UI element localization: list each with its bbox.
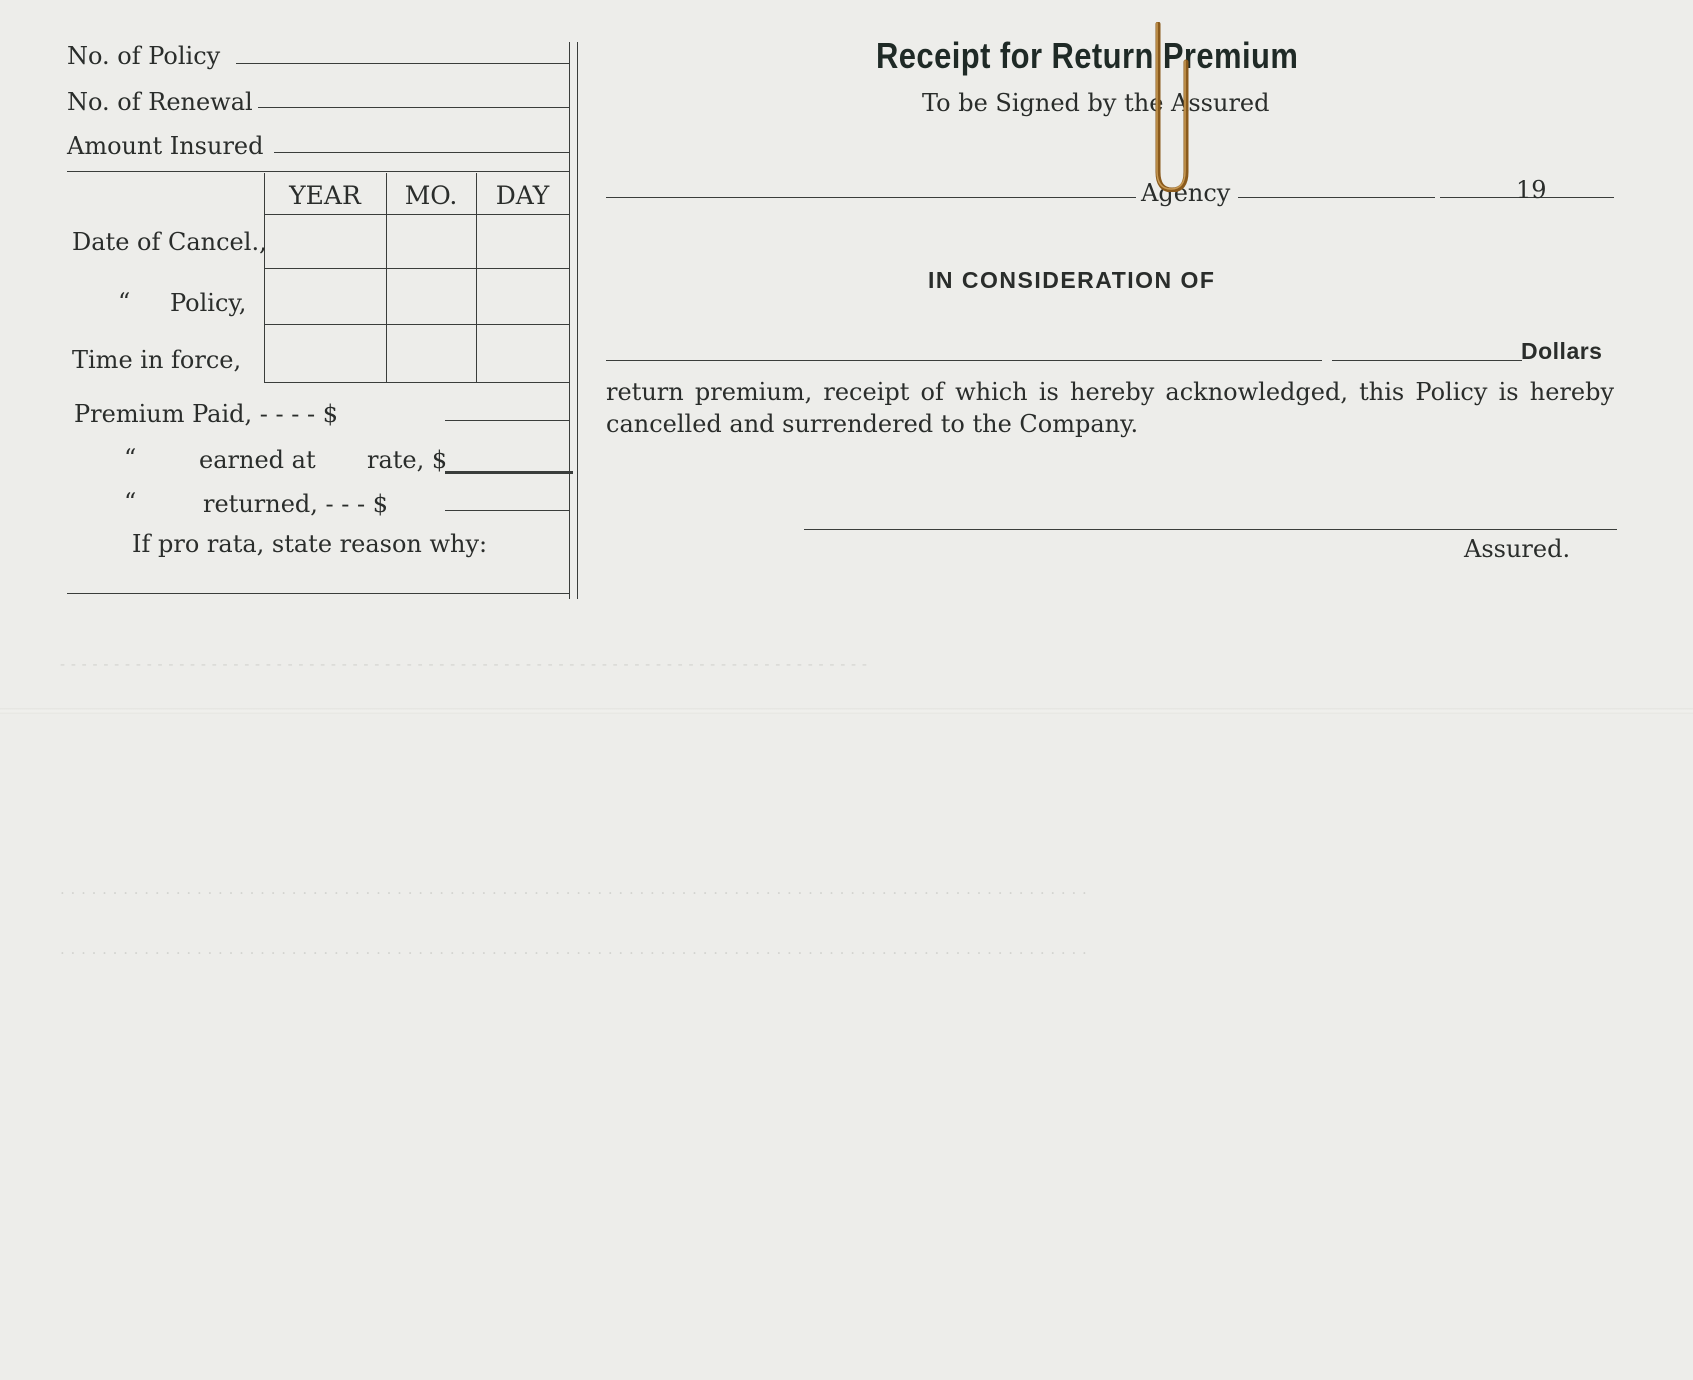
agency-name-line[interactable] bbox=[606, 197, 1136, 198]
amount-words-line[interactable] bbox=[606, 360, 1322, 361]
amount-insured-line[interactable] bbox=[274, 152, 569, 153]
ditto-mark: “ bbox=[124, 444, 137, 472]
panel-border bbox=[577, 42, 578, 599]
paper-clip-icon bbox=[1152, 22, 1192, 192]
dollars-label: Dollars bbox=[1521, 338, 1603, 364]
renewal-number-label: No. of Renewal bbox=[67, 88, 253, 116]
receipt-subtitle: To be Signed by the Assured bbox=[922, 89, 1270, 117]
consideration-heading: IN CONSIDERATION OF bbox=[928, 267, 1216, 293]
premium-paid-label: Premium Paid, - - - - $ bbox=[74, 400, 338, 428]
year-prefix: 19 bbox=[1516, 176, 1547, 204]
bleed-through-rule: . . . . . . . . . . . . . . . . . . . . . . . . . . . . . . . . . . . . . . . . . . . . . . . . . . . . . . . . . . . . . . . . . . . . . . . . . . . . . . . . . . . . . . . . . . . . . . . . . . bbox=[60, 940, 1088, 958]
month-column-header: MO. bbox=[404, 181, 458, 210]
assured-signature-line[interactable] bbox=[804, 529, 1617, 530]
day-column-header: DAY bbox=[495, 181, 550, 210]
amount-insured-label: Amount Insured bbox=[67, 132, 264, 160]
returned-label: returned, - - - $ bbox=[203, 490, 389, 518]
bleed-through-rule: . . . . . . . . . . . . . . . . . . . . . . . . . . . . . . . . . . . . . . . . . . . . . . . . . . . . . . . . . . . . . . . . . . . . . . . . . . . . . . . . . . . . . . . . . . . . . . . . . . bbox=[60, 880, 1088, 898]
agency-label: Agency bbox=[1141, 179, 1231, 207]
policy-number-line[interactable] bbox=[236, 63, 569, 64]
section-divider bbox=[67, 171, 569, 172]
assured-label: Assured. bbox=[1464, 535, 1571, 563]
time-in-force-label: Time in force, bbox=[72, 346, 242, 374]
amount-figures-line[interactable] bbox=[1332, 360, 1522, 361]
earned-rate-label: rate, $ bbox=[367, 446, 448, 474]
receipt-body-text: return premium, receipt of which is hereby acknowledged, this Policy is hereby cancelled and surrendered to the Company. bbox=[606, 378, 1614, 438]
date-line[interactable] bbox=[1238, 197, 1435, 198]
bleed-through-text: - - - - - - - - - - - - - - - - - - - - - - - - - - - - - - - - - - - - - - - - - - - - - - - - - - - - - - - - - - - - - - - - - - - - - - - - - - - bbox=[60, 655, 868, 673]
year-column-header: YEAR bbox=[289, 181, 361, 210]
table-grid-line bbox=[264, 324, 569, 325]
date-of-cancel-label: Date of Cancel., bbox=[72, 228, 267, 256]
premium-paid-line[interactable] bbox=[445, 420, 569, 421]
renewal-number-line[interactable] bbox=[258, 107, 569, 108]
returned-amount-line[interactable] bbox=[445, 510, 569, 511]
ditto-mark: “ bbox=[124, 488, 137, 516]
table-grid-line bbox=[264, 382, 569, 383]
earned-amount-line[interactable] bbox=[445, 471, 573, 474]
policy-number-label: No. of Policy bbox=[67, 42, 221, 70]
receipt-title: Receipt for Return Premium bbox=[876, 35, 1299, 76]
ditto-mark: “ bbox=[118, 288, 131, 316]
policy-date-label: Policy, bbox=[170, 289, 247, 317]
earned-at-label: earned at bbox=[199, 446, 316, 474]
table-grid-line bbox=[264, 268, 569, 269]
panel-border bbox=[569, 42, 570, 599]
paper-fold bbox=[0, 708, 1693, 714]
table-grid-line bbox=[264, 214, 569, 215]
pro-rata-reason-label: If pro rata, state reason why: bbox=[132, 530, 488, 558]
pro-rata-reason-line[interactable] bbox=[67, 593, 569, 594]
